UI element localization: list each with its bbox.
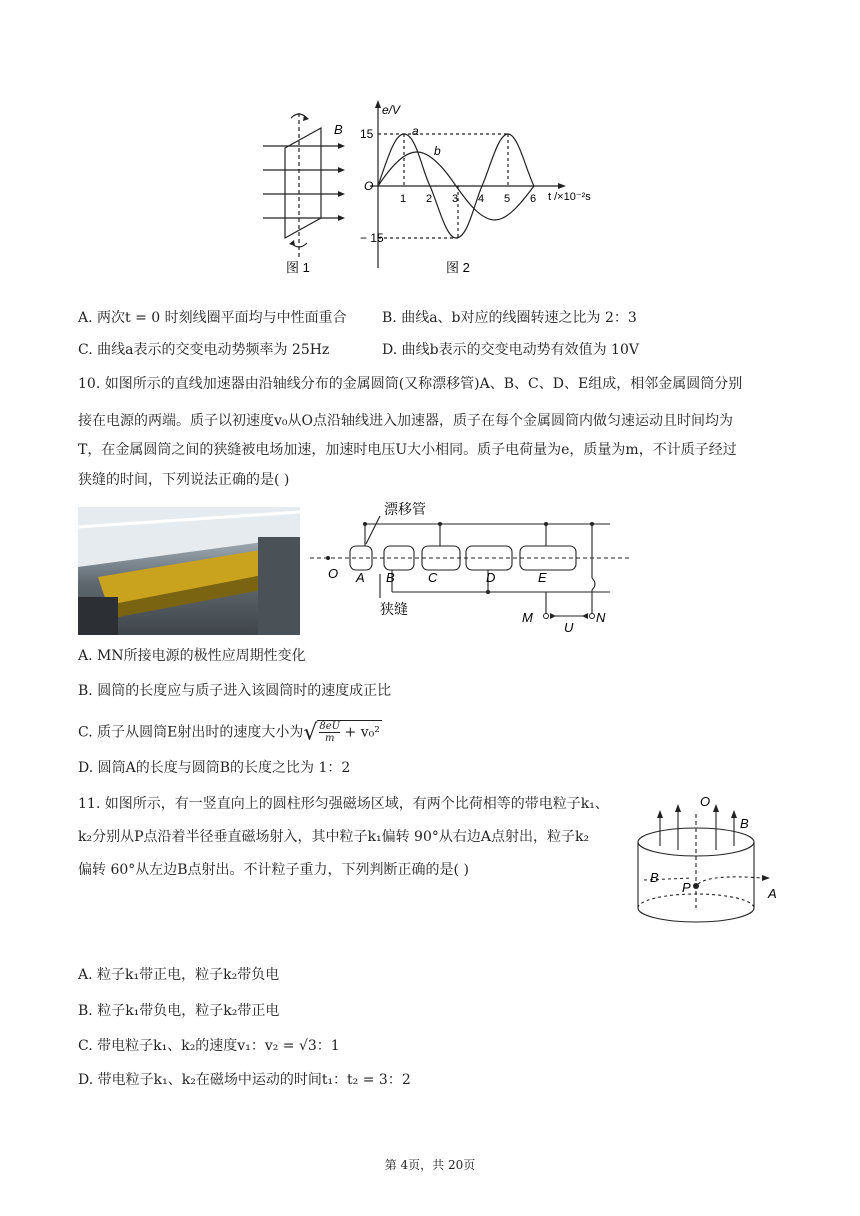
q11-option-d: D. 带电粒子k₁、k₂在磁场中运动的时间t₁：t₂ = 3：2 [78,1072,411,1088]
q10-option-c-prefix: C. 质子从圆筒E射出时的速度大小为 [78,724,304,741]
drift-tube-label: 漂移管 [384,501,426,517]
figure-2-label: 图 2 [446,260,470,275]
field-b-label: B [740,816,749,831]
tube-c-label: C [428,570,438,585]
y-max-label: 15 [360,127,374,141]
q11-stem-line: 偏转 60°从左边B点射出。不计粒子重力，下列判断正确的是( ) [78,862,469,878]
point-b-label: B [650,870,659,885]
q9-option-a: A. 两次t = 0 时刻线圈平面均与中性面重合 [78,310,347,326]
terminal-m-label: M [522,610,533,625]
point-a-label: A [768,886,777,901]
cylinder-diagram [630,792,790,932]
q10-stem-line: 10. 如图所示的直线加速器由沿轴线分布的金属圆筒(又称漂移管)A、B、C、D、E组成，相邻金属圆筒分别 [78,376,743,392]
x-tick: 6 [530,193,537,205]
fraction-denominator: m [324,733,335,744]
q10-stem-line: 狭缝的时间，下列说法正确的是( ) [78,472,290,488]
accelerator-photo [78,507,300,635]
point-p-label: P [682,880,691,895]
x-tick: 2 [426,193,433,205]
x-axis-label: t /×10⁻²s [548,191,591,203]
x-tick: 3 [452,193,459,205]
q10-stem-line: T，在金属圆筒之间的狭缝被电场加速，加速时电压U大小相同。质子电荷量为e，质量为m，不计质子经过 [78,442,737,458]
q11-option-a: A. 粒子k₁带正电，粒子k₂带负电 [78,967,280,983]
fraction-numerator: 8eU [319,721,341,732]
origin-label: O [364,179,374,193]
sqrt-sign: √ [303,720,318,746]
sqrt-tail: + v₀² [344,724,380,741]
curve-a-label: a [412,124,419,138]
x-tick: 5 [504,193,511,205]
q10-option-b: B. 圆筒的长度应与质子进入该圆筒时的速度成正比 [78,683,392,699]
y-axis-label: e/V [382,103,401,117]
q11-stem-line: k₂分别从P点沿着半径垂直磁场射入，其中粒子k₁偏转 90°从右边A点射出，粒子k₂ [78,829,590,845]
x-tick: 4 [478,193,485,205]
point-o-label: O [328,566,339,581]
figure-1-label: 图 1 [286,260,310,275]
q10-option-c [78,720,382,744]
y-min-label: − 15 [360,231,384,245]
q9-option-c: C. 曲线a表示的交变电动势频率为 25Hz [78,342,330,358]
tube-b-label: B [386,570,395,585]
slit-label: 狭缝 [380,601,408,617]
fraction [319,721,340,744]
figure-1-coil [258,108,368,278]
curve-b-label: b [434,144,441,158]
q9-option-d: D. 曲线b表示的交变电动势有效值为 10V [382,342,639,358]
axis-o-label: O [700,794,711,809]
x-tick: 1 [400,193,407,205]
q9-option-b: B. 曲线a、b对应的线圈转速之比为 2：3 [382,310,637,326]
terminal-n-label: N [596,610,606,625]
q11-option-b: B. 粒子k₁带负电，粒子k₂带正电 [78,1003,280,1019]
field-label: B [334,122,343,137]
drift-tube-diagram [310,494,630,634]
page-footer: 第 4页，共 20页 [384,1158,476,1172]
tube-d-label: D [486,570,496,585]
sqrt-body [317,720,382,744]
tube-e-label: E [538,570,547,585]
voltage-u-label: U [564,620,574,634]
q11-option-c: C. 带电粒子k₁、k₂的速度v₁：v₂ = √3：1 [78,1038,340,1054]
q10-stem-line: 接在电源的两端。质子以初速度v₀从O点沿轴线进入加速器，质子在每个金属圆筒内做匀速运动且时间均为 [78,413,733,429]
figure-2-graph [360,100,620,280]
q10-option-d: D. 圆筒A的长度与圆筒B的长度之比为 1：2 [78,760,351,776]
q11-stem-line: 11. 如图所示，有一竖直向上的圆柱形匀强磁场区域，有两个比荷相等的带电粒子k₁、 [78,796,609,812]
q10-option-a: A. MN所接电源的极性应周期性变化 [78,648,306,664]
tube-a-label: A [356,570,365,585]
